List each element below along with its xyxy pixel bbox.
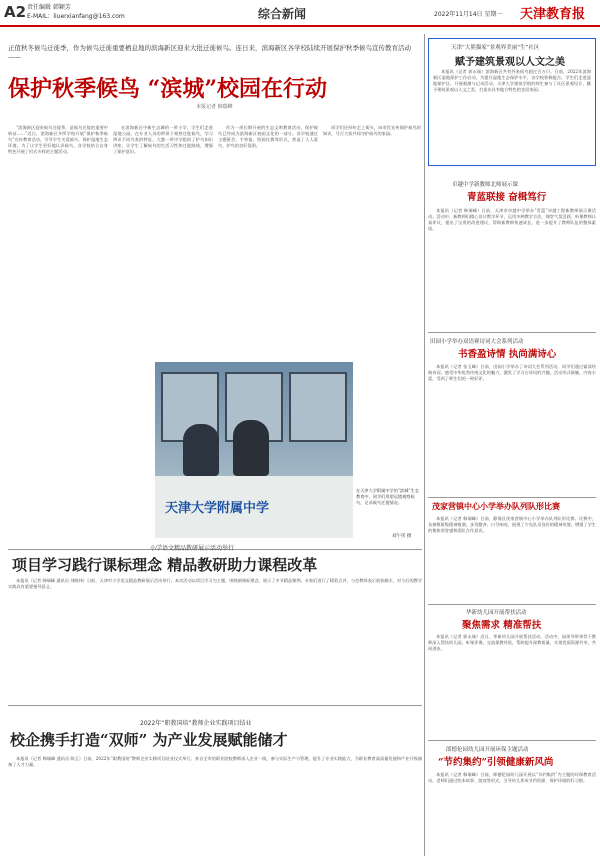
right-divider [428,497,596,498]
lead-column-2: 在滨海新区中新生态城的一所小学，学生们走进湿地公园，在专业人员的带领下观察迁徙候鸟，学习辨识不同鸟类的特征。大港一所中学组织了护鸟知识讲座，让学生了解候鸟的生活习性和迁徙路线，增强了保护意识。 [113,125,213,154]
bottom-kicker: 2022年“职教国培”教师企业实践项目结业 [140,720,252,727]
section-title: 综合新闻 [258,7,307,21]
middle-headline: 项目学习践行课标理念 精品教研助力课程改革 [12,556,318,574]
right-headline-5: “节约集约”引领健康新风尚 [438,757,554,768]
student-figure [183,424,219,476]
photo-credit: 刘午彤 摄 [392,534,412,539]
right-divider [428,740,596,741]
lead-byline: 本报记者 韩瑞峰 [196,104,233,110]
right-headline-3: 茂家营镇中心小学举办队列队形比赛 [432,501,560,511]
middle-kicker: 小学语文精品教研展示活动举行 [150,545,235,552]
bus-lettering: 天津大学附属中学 [165,501,270,516]
email-line: E-MAIL：liuerxianfang@163.com [27,13,125,20]
right-kicker-2: 田园小学举办双语赛诗词大会系列活动 [430,339,524,345]
news-photo [155,362,353,538]
lead-headline: 保护秋季候鸟 “滨城”校园在行动 [8,76,327,102]
header-rule [0,25,600,27]
photo-caption: 在天津大学附属中学的“滨城”生态教育中，同学们用望远镜观察候鸟，记录候鸟迁徙情况。 [356,488,419,505]
masthead [0,0,600,22]
issue-date: 2022年11月14日 星期一 [434,11,503,18]
right-headline-4: 聚焦需求 精准帮扶 [462,620,542,631]
box-kicker: 天津“大熊猫家”景观界美丽“生”社区 [451,45,540,51]
box-body: 本报讯（记者 郭永瑞）滨海新区共有外来候鸟超过百万只。日前，2022年滨海新区湿地保护工作启动，为提升湿地生态保护水平，各学校积极配合，学生们走进湿地保护区，开展观测与记录活动。天津大学建筑学院的师生参与了社区景观设计，赋予建筑景观以人文之美，打造出具有地方特色的宜居家园。 [433,69,591,92]
right-divider [428,332,596,333]
bottom-headline: 校企携手打造“双师” 为产业发展赋能储才 [10,731,288,749]
feature-box [428,38,596,166]
lead-kicker: 正值秋冬候鸟迁徙季，作为候鸟迁徙重要栖息地的滨海新区迎来大批迁徙候鸟。连日来，滨海新区各学校陆续开展保护秋季候鸟宣传教育活动—— [8,44,411,61]
right-kicker-5: 郎德伦园幼儿园开展环保主题活动 [446,747,529,753]
right-headline-2: 书香盈诗情 执尚满诗心 [458,349,557,360]
right-kicker-4: 华新幼儿园开展帮扶活动 [466,610,527,616]
right-divider [428,604,596,605]
right-body-2: 本报讯（记者 张玉峰）日前，田园小学举办了诗词大会系列活动。同学们通过诵读经典诗词，感受中华优秀传统文化的魅力，激发了学习古诗词的兴趣。活动形式新颖，内容丰富，受到了师生们的一致好评。 [428,364,596,381]
lead-column-3: 作为一项长期开展的生态文明教育活动，保护候鸟已经成为滨海新区校园文化的一部分。各学校通过主题班会、手抄报、绘画比赛等形式，营造了人人爱鸟、护鸟的良好氛围。 [218,125,318,148]
right-kicker-1: 卓越中学新教师北师展示课 [452,182,519,188]
right-body-5: 本报讯（记者 韩瑞峰）日前，郎德伦园幼儿园开展以“节约集约”为主题的环保教育活动。老师们通过绘本故事、游戏等形式，引导幼儿养成节约资源、保护环境的好习惯。 [428,772,596,783]
right-body-4: 本报讯（记者 郭永瑞）近日，华新幼儿园开展帮扶活动。活动中，园领导带领骨干教师深入帮扶幼儿园，听课评课，交流保教经验，帮助提升保教质量，实现优质资源共享，共同进步。 [428,634,596,651]
middle-body: 本报讯（记者 韩瑞峰 通讯员 刘晓伟）日前，天津市小学语文精品教研展示活动举行。本次活动以项目学习为主题，围绕新课标理念，展示了多节精品课例。专家们进行了精彩点评，与会教师表示收获颇丰，对今后的教学实践具有重要指导意义。 [8,578,422,589]
editor-line: 责任编辑 韩颖芳 [27,4,71,11]
bottom-body: 本报讯（记者 韩瑞峰 通讯员 陈玉）日前，2022年“职教国培”教师企业实践项目结业仪式举行。来自全市的职业院校教师深入企业一线，参与实际生产与管理，提升了专业实践能力，为职业教育高质量发展和产业升级储备了人才力量。 [8,756,422,767]
right-headline-1: 青蓝联接 奋楫笃行 [467,192,547,203]
lead-column-4: 同学们还纷纷走上街头，向市民宣传保护候鸟的知识，号召大家共同守护候鸟的家园。 [323,125,421,136]
right-body-3: 本报讯（记者 韩瑞峰）日前，静海区茂家营镇中心小学举办队列队形比赛。比赛中，各参赛班级精神饱满，步伐整齐，口号响亮，展现了少先队员良好的精神风貌，增强了学生的集体荣誉感和团队合作意识。 [428,516,596,533]
lead-column-1: “滨海新区迎来候鸟迁徙季，是候鸟迁徙的重要中转站……”近日，滨海新区多所学校开展“保护秋季候鸟”宣传教育活动，引导学生关爱候鸟、保护湿地生态环境。为了让学生更好地认识候鸟，各学校结合自身特色开展了形式多样的主题活动。 [8,125,108,154]
bus-window [289,372,347,442]
newspaper-logo: 天津教育报 [520,7,586,22]
right-body-1: 本报讯（记者 韩瑞峰）日前，天津市卓越中学举办“青蓝”卓越工程新教师展示课活动。活动中，新教师们精心设计教学环节，运用多种教学方法，课堂气氛活跃。听课教师认真评议，提出了宝贵的改进建议，帮助新教师快速成长，进一步提升了教师队伍的整体素质。 [428,208,596,231]
column-divider [424,34,425,856]
section-divider [8,705,422,706]
page-number: A2 [4,3,27,21]
box-headline: 赋予建筑景观以人文之美 [455,57,565,68]
student-figure [233,420,269,476]
